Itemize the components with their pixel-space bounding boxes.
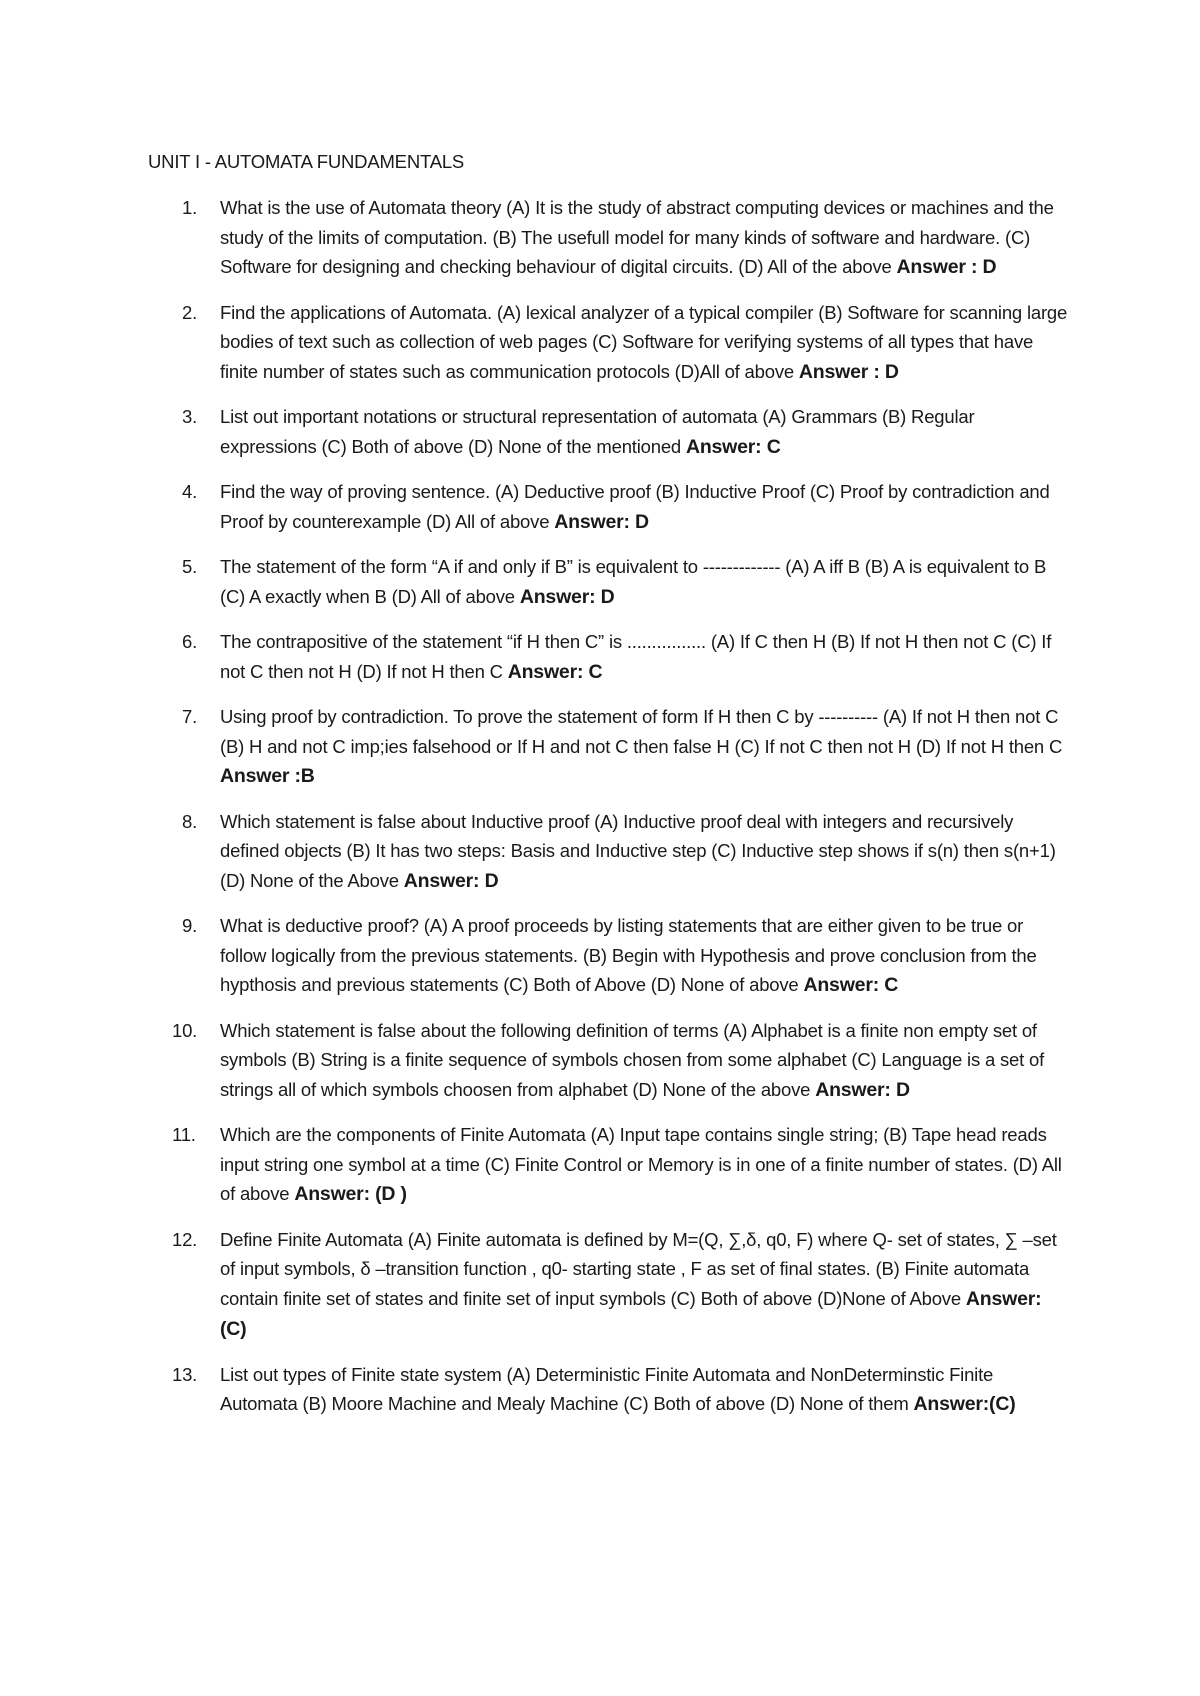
question-text: The statement of the form “A if and only if B” is equivalent to ------------- (A) A iff B (B) A is equivalent to B (C) A exactly when B (D) All of above (220, 556, 1047, 607)
answer-value: D (635, 510, 649, 533)
question-text: What is deductive proof? (A) A proof proceeds by listing statements that are either given to be true or follow logically from the previous statements. (B) Begin with Hypothesis and prove conclusion from the hypthosis and previous statements (C) Both of Above (D) None of above (220, 915, 1037, 995)
answer-value: (D ) (375, 1183, 407, 1205)
answer-label: Answer: (519, 585, 601, 608)
question-number: 8. (182, 810, 198, 832)
question-item (148, 627, 1068, 687)
answer-value: D (895, 1078, 910, 1101)
question-text: Which statement is false about Inductive proof (A) Inductive proof deal with integers and recursively defined objects (B) It has two steps: Basis and Inductive step (C) Inductive step shows if s(n) then s(n+1) (D) None of the Above (220, 810, 1056, 891)
question-item (148, 1360, 1068, 1420)
answer-value: B (300, 765, 315, 787)
question-number: 11. (172, 1124, 196, 1145)
question-text: Find the way of proving sentence. (A) Deductive proof (B) Inductive Proof (C) Proof by contradiction and Proof by counterexample (D) All of above (220, 481, 1050, 532)
question-number: 13. (172, 1363, 198, 1385)
answer-label: Answer: (403, 869, 485, 892)
question-item (148, 1120, 1068, 1210)
question-text: Which are the components of Finite Automata (A) Input tape contains single string; (B) Tape head reads input string one symbol at a time (C) Finite Control or Memory is in one of a finite number of states. (D) All of above (220, 1124, 1062, 1204)
question-number: 10. (172, 1019, 198, 1041)
answer-label: Answer: (913, 1393, 990, 1415)
question-text: Using proof by contradiction. To prove the statement of form If H then C by ---------- (A) If not H then not C (B) H and not C imp;ies falsehood or If H and not C then false H (C) If not C then not H (D) If not H then C (220, 706, 1063, 757)
answer-value: D (884, 360, 899, 383)
answer-label: Answer : (220, 765, 301, 787)
question-item (148, 1016, 1068, 1106)
question-item (148, 477, 1068, 537)
answer-value: D (484, 869, 499, 892)
answer-value: C (588, 660, 603, 683)
answer-value: (C) (989, 1393, 1016, 1415)
question-number: 1. (182, 197, 198, 218)
question-item (148, 298, 1068, 388)
answer-label: Answer: (803, 974, 885, 996)
question-number: 5. (182, 556, 198, 577)
question-item (148, 807, 1068, 897)
answer-label: Answer: (554, 510, 635, 533)
question-number: 2. (182, 301, 198, 323)
question-text: What is the use of Automata theory (A) It is the study of abstract computing devices or machines and the study of the limits of computation. (B) The usefull model for many kinds of software and hardware. (C) Software for designing and checking behaviour of digital circuits. (D) All of the above (220, 197, 1054, 277)
answer-value: C (766, 435, 781, 458)
answer-value: D (982, 256, 997, 278)
question-text: Which statement is false about the following definition of terms (A) Alphabet is a finite non empty set of symbols (B) String is a finite sequence of symbols chosen from some alphabet (C) Language is a set of strings all of which symbols choosen from alphabet (D) None of the above (220, 1019, 1045, 1100)
question-number: 7. (182, 706, 198, 727)
answer-value: C (884, 974, 899, 996)
question-number: 4. (182, 481, 198, 502)
answer-label: Answer : (798, 360, 885, 383)
answer-value: (C) (220, 1318, 247, 1340)
question-number: 9. (182, 915, 198, 936)
question-item (148, 193, 1068, 283)
answer-label: Answer: (815, 1078, 896, 1101)
question-text: The contrapositive of the statement “if H then C” is ................ (A) If C then H (B) If not H then not C (C) If not C then not H (D) If not H then C (220, 631, 1052, 682)
question-item (148, 911, 1068, 1001)
question-item (148, 402, 1068, 462)
question-text: Find the applications of Automata. (A) lexical analyzer of a typical compiler (B) Software for scanning large bodies of text such as collection of web pages (C) Software for verifying systems of all types that have finite number of states such as communication protocols (D)All of above (220, 301, 1068, 382)
answer-label: Answer: (507, 660, 589, 683)
question-number: 12. (172, 1228, 198, 1250)
question-text: List out important notations or structural representation of automata (A) Grammars (B) Regular expressions (C) Both of above (D) None of the mentioned (220, 406, 975, 457)
answer-label: Answer: (685, 435, 767, 458)
question-number: 6. (182, 631, 198, 652)
question-text: Define Finite Automata (A) Finite automata is defined by M=(Q, ∑,δ, q0, F) where Q- set of states, ∑ –set of input symbols, δ –transition function , q0- starting state , F as set of final states. (B) Finite automata contain finite set of states and finite set of input symbols (C) Both of above (D)None of Above (220, 1228, 1057, 1309)
question-item (148, 702, 1068, 792)
question-list (148, 193, 1068, 1435)
question-item (148, 1225, 1068, 1345)
question-text: List out types of Finite state system (A) Deterministic Finite Automata and NonDeterminstic Finite Automata (B) Moore Machine and Mealy Machine (C) Both of above (D) None of them (220, 1363, 994, 1414)
answer-value: D (600, 585, 615, 608)
answer-label: Answer : (896, 256, 983, 278)
answer-label: Answer: (965, 1287, 1042, 1310)
question-item (148, 552, 1068, 612)
question-number: 3. (182, 406, 198, 427)
answer-label: Answer: (294, 1183, 376, 1205)
unit-heading: UNIT I - AUTOMATA FUNDAMENTALS (148, 151, 465, 172)
